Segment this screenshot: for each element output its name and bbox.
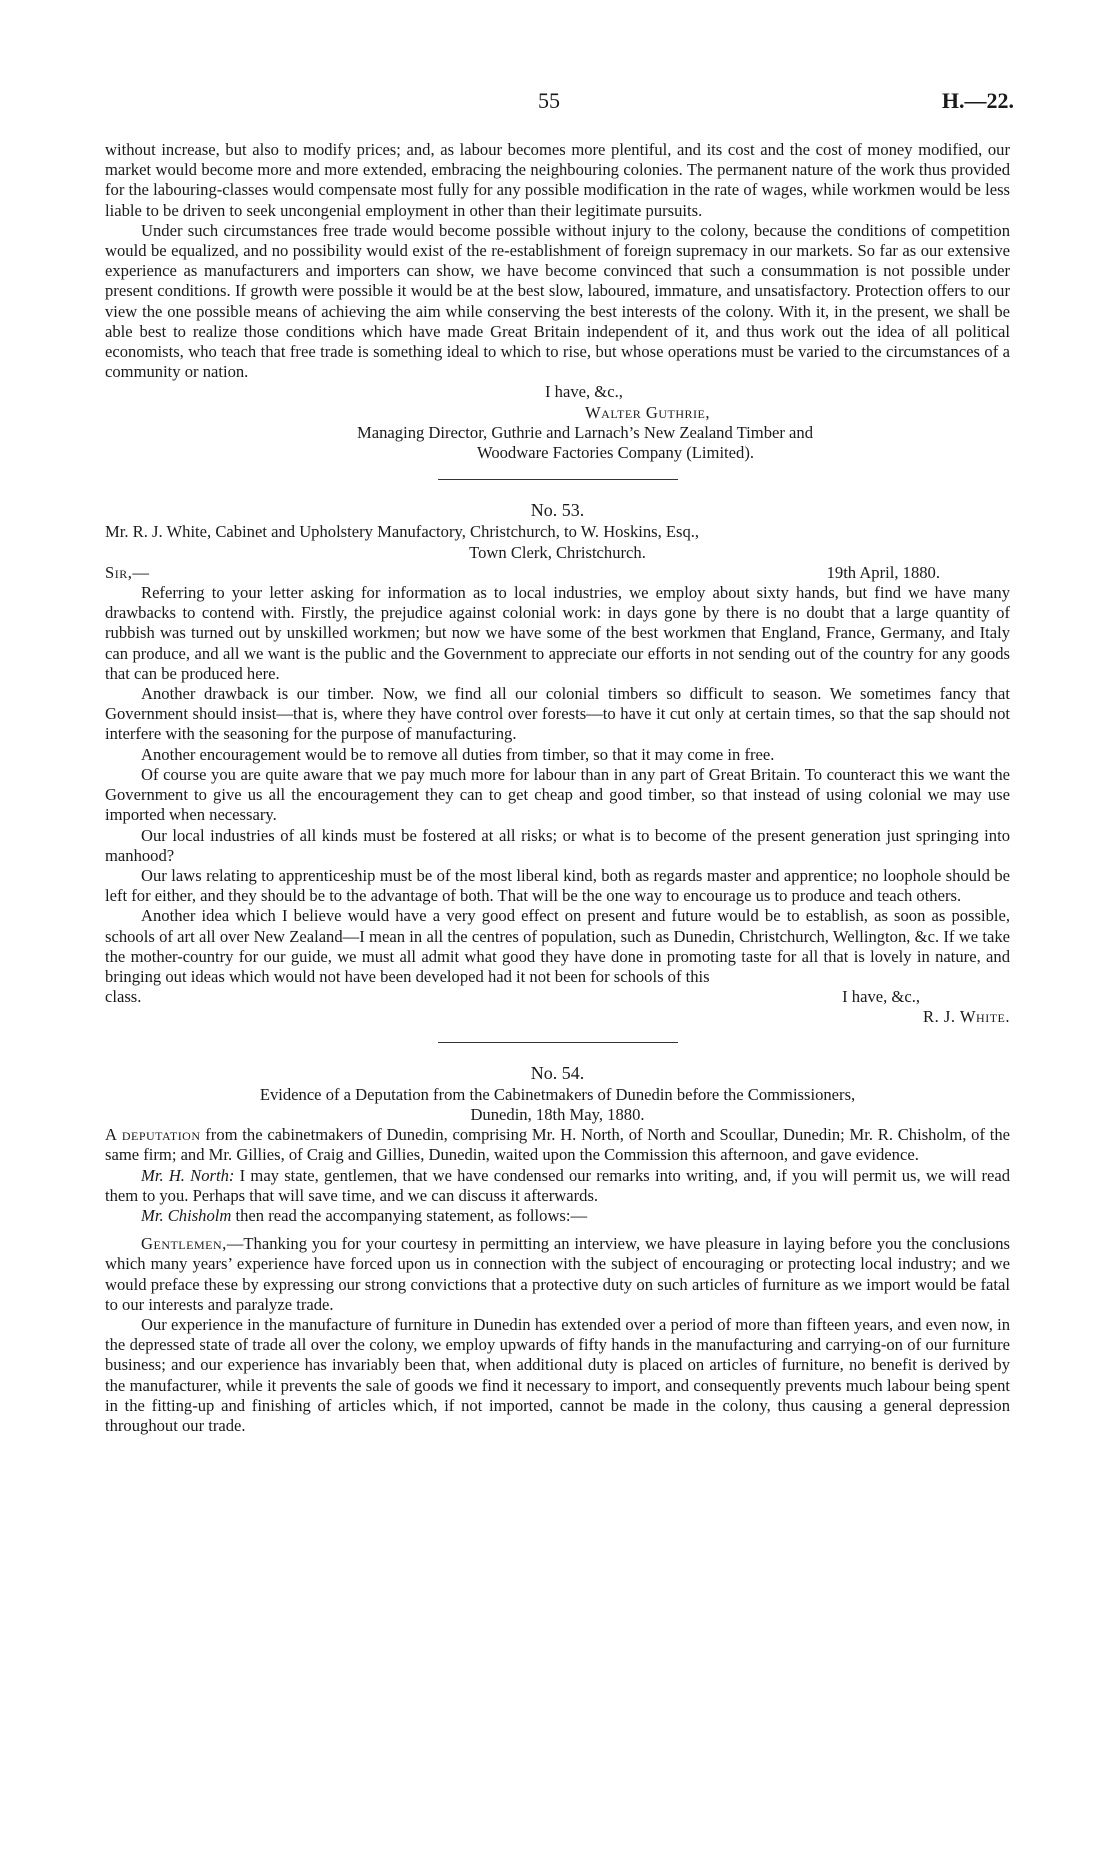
item-number: No. 53. [530,500,585,521]
paragraph: Of course you are quite aware that we pay much more for labour than in any part of Great Britain. To counteract this we want the Government to give us all the encouragement they can to get cheap and good timber, so that instead of using colonial we may use imported when necessary. [105,764,1010,825]
item-number: No. 54. [530,1062,585,1083]
intro-lead: A deputation [105,1125,201,1145]
speaker: Mr. H. North: [141,1165,235,1185]
paragraph: Another encouragement would be to remove all duties from timber, so that it may come in free. [141,744,775,764]
salutation: Sir,— [105,562,150,582]
paragraph [105,1125,1010,1165]
closing: I have, &c., [545,382,623,402]
paragraph: Under such circumstances free trade would become possible without injury to the colony, because the conditions of competition would be equalized, and no possibility would exist of the re-establishment of foreign supremacy in our markets. So far as our extensive experience as manufacturers and importers can show, we have become convinced that such a consummation is not possible under present conditions. If growth were possible it would be at the best slow, laboured, immature, and unsatisfactory. Protection offers to our view the one possible means of achieving the aim while conserving the best interests of the colony. With it, in the present, we shall be able best to realize those conditions which have made Great Britain independent of it, and thus work out the idea of all political economists, who teach that free trade is something ideal to which to rise, but whose operations must be varied to the circumstances of a community or nation. [105,220,1010,382]
evidence-heading: Dunedin, 18th May, 1880. [470,1104,645,1124]
paragraph [105,1234,1010,1315]
paragraph: Another idea which I believe would have a very good effect on present and future would be to establish, as soon as possible, schools of art all over New Zealand—I mean in all the centres of population, such as Dunedin, Christchurch, Wellington, &c. If we take the mother-country for our guide, we must all admit what good they have done in promoting taste for all that is lovely in nature, and bringing out ideas which would not have been developed had it not been for schools of this [105,906,1010,986]
divider [438,1042,678,1043]
signer-name: R. J. White. [923,1007,1010,1027]
signer-title: Woodware Factories Company (Limited). [477,443,754,463]
closing-row [105,987,1010,1007]
page-number: 55 [538,88,560,113]
salutation-row [105,563,1010,583]
paragraph: Our experience in the manufacture of furniture in Dunedin has extended over a period of more than fifteen years, and even now, in the depressed state of trade all over the colony, we employ upwards of fifty hands in the manufacturing and carrying-on of our furniture business; and our experience has invariably been that, when additional duty is placed on articles of furniture, no benefit is derived by the manufacturer, while it prevents the sale of goods we find it necessary to import, and consequently prevents much labour being spent in the fitting-up and finishing of articles which, if not imported, cannot be made in the colony, thus causing a general depression throughout our trade. [105,1314,1010,1435]
document-body [105,140,1010,1436]
paragraph: without increase, but also to modify prices; and, as labour becomes more plentiful, and its cost and the cost of money modified, our market would become more and more extended, embracing the neighbouring colonies. The permanent nature of the work thus provided for the labouring-classes would compensate most fully for any possible modification in the rate of wages, while workmen would be less liable to be driven to seek uncongenial employment in other than their legitimate pursuits. [105,140,1010,220]
speech: then read the accompanying statement, as follows:— [231,1205,588,1225]
statement-text: —Thanking you for your courtesy in permitting an interview, we have pleasure in laying before you the conclusions which many years’ experience have forced upon us in connection with the subject of encouraging or protecting local industry; and we would preface these by expressing our strong convictions that a protective duty on such articles of furniture as we import would be fatal to our interests and paralyze trade. [105,1234,1010,1314]
speaker: Mr. Chisholm [141,1205,232,1225]
signer-name: Walter Guthrie, [585,402,710,422]
evidence-heading: Evidence of a Deputation from the Cabinetmakers of Dunedin before the Commissioners, [259,1084,856,1104]
document-reference: H.—22. [941,88,1014,113]
signer-title: Managing Director, Guthrie and Larnach’s New Zealand Timber and [357,422,813,442]
speech: I may state, gentlemen, that we have condensed our remarks into writing, and, if you will permit us, we will read them to you. Perhaps that will save time, and we can discuss it afterwards. [105,1165,1011,1205]
divider [438,479,678,480]
paragraph [105,1166,1010,1206]
letter-heading: Mr. R. J. White, Cabinet and Upholstery Manufactory, Christchurch, to W. Hoskins, Esq., [105,522,700,542]
intro-text: from the cabinetmakers of Dunedin, comprising Mr. H. North, of North and Scoullar, Dunedin; Mr. R. Chisholm, of the same firm; and Mr. Gillies, of Craig and Gillies, Dunedin, waited upon the Commission this afternoon, and gave evidence. [105,1125,1011,1165]
letter-date: 19th April, 1880. [826,562,940,582]
paragraph: Another drawback is our timber. Now, we find all our colonial timbers so difficult to season. We sometimes fancy that Government should insist—that is, where they have control over forests—to have it cut only at certain times, so that the sap should not interfere with the seasoning for the purpose of manufacturing. [105,684,1010,744]
closing-word: class. [105,987,142,1007]
gentlemen-lead: Gentlemen, [141,1234,227,1254]
paragraph: Referring to your letter asking for information as to local industries, we employ about sixty hands, but find we have many drawbacks to contend with. Firstly, the prejudice against colonial work: in days gone by there is no doubt that a large quantity of rubbish was turned out by unskilled workmen; but now we have some of the best workmen that England, France, Germany, and Italy can produce, and all we want is the public and the Government to appreciate our efforts in not sending out of the country for any goods that can be produced here. [105,583,1010,683]
paragraph [105,1206,1010,1226]
closing: I have, &c., [842,987,920,1007]
page-header [0,88,1114,118]
paragraph: Our laws relating to apprenticeship must be of the most liberal kind, both as regards master and apprentice; no loophole should be left for either, and they should be to the advantage of both. That will be the one way to encourage us to produce and teach others. [105,865,1010,906]
paragraph: Our local industries of all kinds must be fostered at all risks; or what is to become of the present generation just springing into manhood? [105,825,1010,865]
letter-heading: Town Clerk, Christchurch. [469,542,646,562]
